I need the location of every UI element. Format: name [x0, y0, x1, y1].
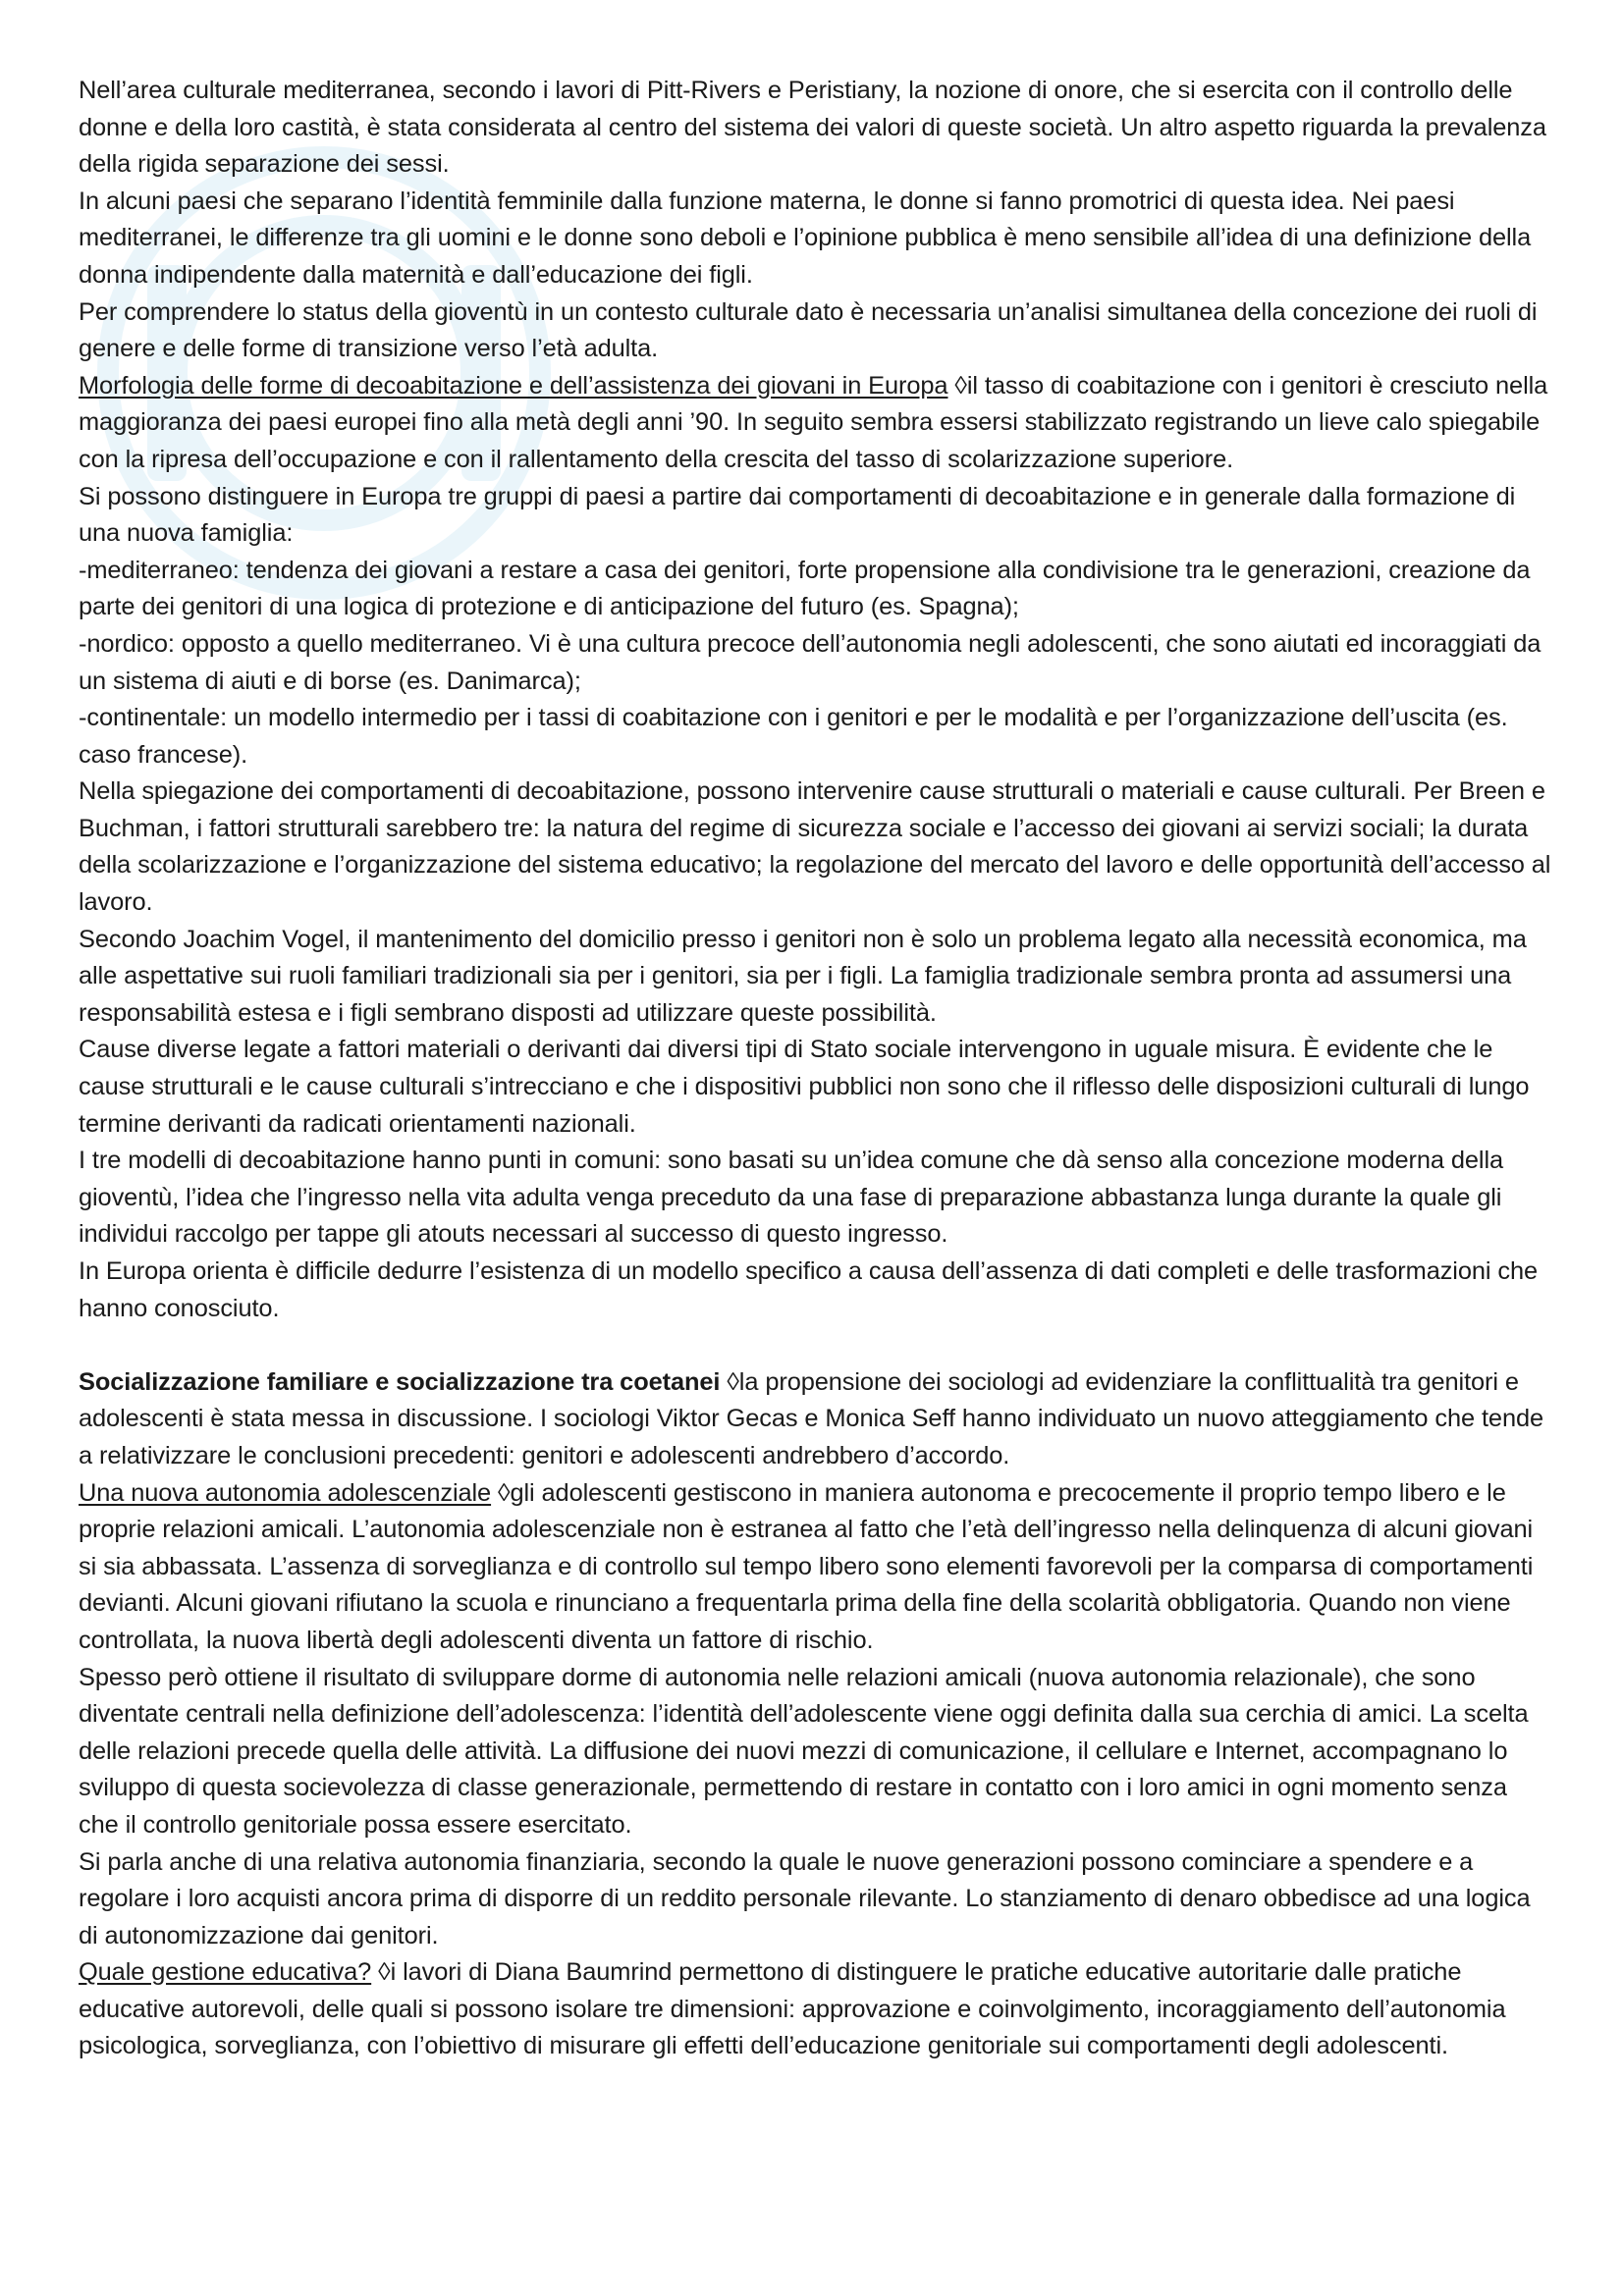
paragraph-14: Socializzazione familiare e socializzazione tra coetanei ◊la propensione dei sociologi ad evidenziare la conflittualità tra genitori e adolescenti è stata messa in discussione. I sociologi Viktor Gecas e Monica Seff hanno individuato un nuovo atteggiamento che tende a relativizzare le conclusioni precedenti: genitori e adolescenti andrebbero d’accordo. [79, 1367, 1544, 1469]
paragraph-11: Cause diverse legate a fattori materiali o derivanti dai diversi tipi di Stato sociale intervengono in uguale misura. È evidente che le cause strutturali e le cause culturali s’intrecciano e che i dispositivi pubblici non sono che il riflesso delle disposizioni culturali di lungo termine derivanti da radicati orientamenti nazionali. [79, 1036, 1530, 1138]
section-heading-socializzazione: Socializzazione familiare e socializzazione tra coetanei [79, 1367, 721, 1396]
paragraph-17: Si parla anche di una relativa autonomia finanziaria, secondo la quale le nuove generazioni possono cominciare a spendere e a regolare i loro acquisti ancora prima di disporre di un reddito personale rilevante. Lo stanziamento di denaro obbedisce ad una logica di autonomizzazione dai genitori. [79, 1847, 1531, 1949]
paragraph-5: Si possono distinguere in Europa tre gruppi di paesi a partire dai comportamenti di decoabitazione e in generale dalla formazione di una nuova famiglia: [79, 482, 1516, 548]
paragraph-13: In Europa orienta è difficile dedurre l’esistenza di un modello specifico a causa dell’assenza di dati completi e delle trasformazioni che hanno conosciuto. [79, 1257, 1539, 1322]
document-body [79, 73, 1551, 2065]
section-heading-gestione: Quale gestione educativa? [79, 1958, 372, 1987]
paragraph-3: Per comprendere lo status della gioventù in un contesto culturale dato è necessaria un’analisi simultanea della concezione dei ruoli di genere e delle forme di transizione verso l’età adulta. [79, 297, 1538, 363]
list-item-nordico: -nordico: opposto a quello mediterraneo. Vi è una cultura precoce dell’autonomia negli adolescenti, che sono aiutati ed incoraggiati da un sistema di aiuti e di borse (es. Danimarca); [79, 629, 1542, 695]
section-heading-morfologia: Morfologia delle forme di decoabitazione e dell’assistenza dei giovani in Europa [79, 371, 948, 400]
paragraph-4: Morfologia delle forme di decoabitazione e dell’assistenza dei giovani in Europa ◊il tasso di coabitazione con i genitori è cresciuto nella maggioranza dei paesi europei fino alla metà degli anni ’90. In seguito sembra essersi stabilizzato registrando un lieve calo spiegabile con la ripresa dell’occupazione e con il rallentamento della crescita del tasso di scolarizzazione superiore. [79, 371, 1548, 473]
paragraph-10: Secondo Joachim Vogel, il mantenimento del domicilio presso i genitori non è solo un problema legato alla necessità economica, ma alle aspettative sui ruoli familiari tradizionali sia per i genitori, sia per i figli. La famiglia tradizionale sembra pronta ad assumersi una responsabilità estesa e i figli sembrano disposti ad utilizzare queste possibilità. [79, 925, 1527, 1027]
paragraph-18: Quale gestione educativa? ◊i lavori di Diana Baumrind permettono di distinguere le pratiche educative autoritarie dalle pratiche educative autorevoli, delle quali si possono isolare tre dimensioni: approvazione e coinvolgimento, incoraggiamento dell’autonomia psicologica, sorveglianza, con l’obiettivo di misurare gli effetti dell’educazione genitoriale sui comportamenti degli adolescenti. [79, 1958, 1506, 2060]
paragraph-2: In alcuni paesi che separano l’identità femminile dalla funzione materna, le donne si fanno promotrici di questa idea. Nei paesi mediterranei, le differenze tra gli uomini e le donne sono deboli e l’opinione pubblica è meno sensibile all’idea di una definizione della donna indipendente dalla maternità e dall’educazione dei figli. [79, 187, 1532, 289]
list-item-continentale: -continentale: un modello intermedio per i tassi di coabitazione con i genitori e per le modalità e per l’organizzazione dell’uscita (es. caso francese). [79, 704, 1508, 769]
section-heading-autonomia: Una nuova autonomia adolescenziale [79, 1478, 492, 1507]
paragraph-9: Nella spiegazione dei comportamenti di decoabitazione, possono intervenire cause strutturali o materiali e cause culturali. Per Breen e Buchman, i fattori strutturali sarebbero tre: la natura del regime di sicurezza sociale e l’accesso dei giovani ai servizi sociali; la durata della scolarizzazione e l’organizzazione del sistema educativo; la regolazione del mercato del lavoro e delle opportunità dell’accesso al lavoro. [79, 777, 1551, 917]
paragraph-12: I tre modelli di decoabitazione hanno punti in comuni: sono basati su un’idea comune che dà senso alla concezione moderna della gioventù, l’idea che l’ingresso nella vita adulta venga preceduto da una fase di preparazione abbastanza lunga durante la quale gli individui raccolgo per tappe gli atouts necessari al successo di questo ingresso. [79, 1147, 1504, 1249]
list-item-mediterraneo: -mediterraneo: tendenza dei giovani a restare a casa dei genitori, forte propensione alla condivisione tra le generazioni, creazione da parte dei genitori di una logica di protezione e di anticipazione del futuro (es. Spagna); [79, 556, 1531, 621]
paragraph-16: Spesso però ottiene il risultato di sviluppare dorme di autonomia nelle relazioni amicali (nuova autonomia relazionale), che sono diventate centrali nella definizione dell’adolescenza: l’identità dell’adolescente viene oggi definita dalla sua cerchia di amici. La scelta delle relazioni precede quella delle attività. La diffusione dei nuovi mezzi di comunicazione, il cellulare e Internet, accompagnano lo sviluppo di questa socievolezza di classe generazionale, permettendo di restare in contatto con i loro amici in ogni momento senza che il controllo genitoriale possa essere esercitato. [79, 1663, 1529, 1839]
paragraph-15: Una nuova autonomia adolescenziale ◊gli adolescenti gestiscono in maniera autonoma e precocemente il proprio tempo libero e le proprie relazioni amicali. L’autonomia adolescenziale non è estranea al fatto che l’età dell’ingresso nella delinquenza di alcuni giovani si sia abbassata. L’assenza di sorveglianza e di controllo sul tempo libero sono elementi favorevoli per la comparsa di comportamenti devianti. Alcuni giovani rifiutano la scuola e rinunciano a frequentarla prima della fine della scolarità obbligatoria. Quando non viene controllata, la nuova libertà degli adolescenti diventa un fattore di rischio. [79, 1478, 1534, 1654]
paragraph-1: Nell’area culturale mediterranea, secondo i lavori di Pitt-Rivers e Peristiany, la nozione di onore, che si esercita con il controllo delle donne e della loro castità, è stata considerata al centro del sistema dei valori di queste società. Un altro aspetto riguarda la prevalenza della rigida separazione dei sessi. [79, 77, 1546, 179]
